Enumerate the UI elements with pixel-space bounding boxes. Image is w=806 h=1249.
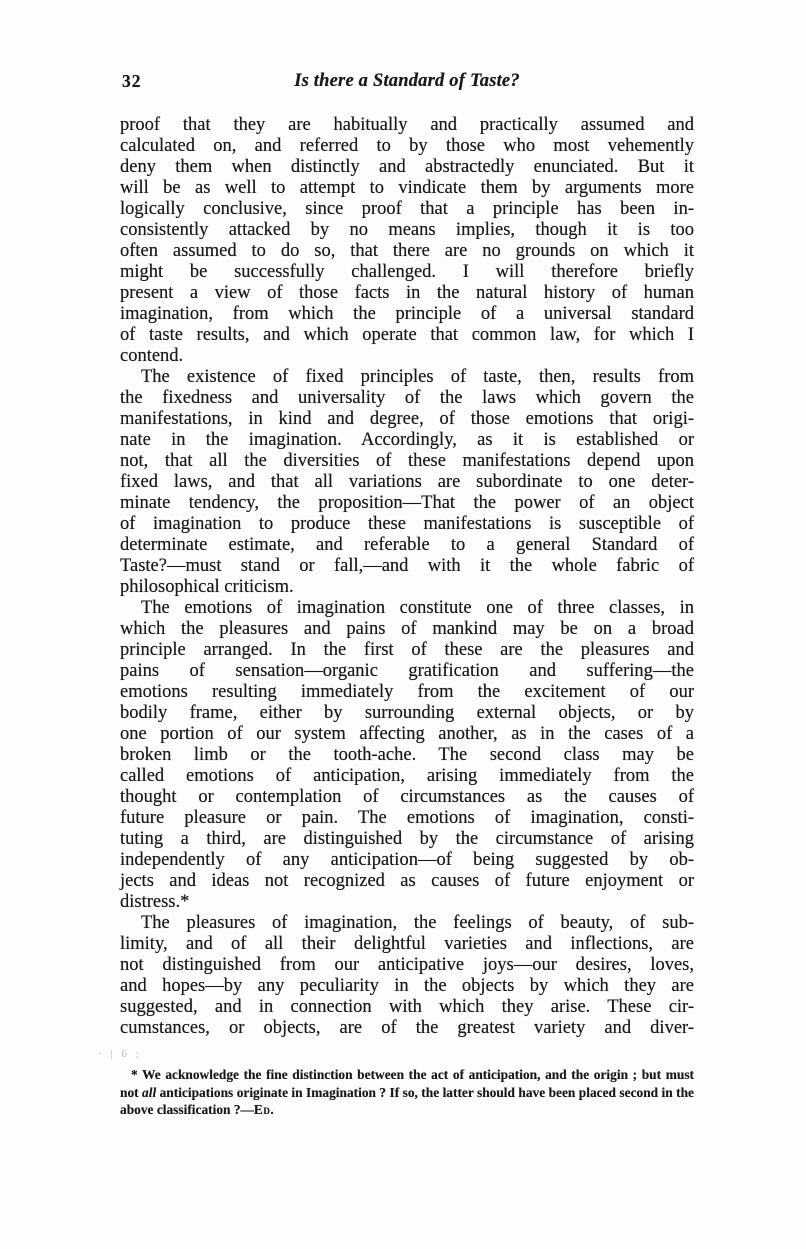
footnote	[120, 1066, 694, 1119]
text-line: often assumed to do so, that there are no grounds on which it	[120, 241, 694, 261]
text-line: logically conclusive, since proof that a principle has been in-	[120, 199, 694, 219]
text-line: philosophical criticism.	[120, 577, 294, 597]
text-line: not distinguished from our anticipative joys—our desires, loves,	[120, 955, 694, 975]
footnote-marker: *	[131, 1067, 143, 1082]
page-number: 32	[122, 71, 142, 91]
text-line: deny them when distinctly and abstractedly enunciated. But it	[120, 157, 694, 177]
text-block	[98, 70, 694, 1119]
text-line: imagination, from which the principle of a universal standard	[120, 304, 694, 324]
text-line: thought or contemplation of circumstances as the causes of	[120, 787, 694, 807]
running-title: Is there a Standard of Taste?	[294, 71, 520, 91]
running-head	[120, 70, 694, 92]
text-line: limity, and of all their delightful varieties and inflections, are	[120, 934, 694, 954]
text-line: will be as well to attempt to vindicate them by arguments more	[120, 178, 694, 198]
text-line: contend.	[120, 346, 184, 366]
text-line: fixed laws, and that all variations are subordinate to one deter-	[120, 472, 694, 492]
text-line: cumstances, or objects, are of the greatest variety and diver-	[120, 1018, 694, 1038]
body-text	[120, 115, 694, 1039]
text-line: tuting a third, are distinguished by the circumstance of arising	[120, 829, 694, 849]
text-line: the fixedness and universality of the laws which govern the	[120, 388, 694, 408]
text-line: and hopes—by any peculiarity in the objects by which they are	[120, 976, 694, 996]
text-line: one portion of our system affecting another, as in the cases of a	[120, 724, 694, 744]
text-line: called emotions of anticipation, arising immediately from the	[120, 766, 694, 786]
scan-artifact: · | 6 ;	[98, 1048, 142, 1060]
text-line: nate in the imagination. Accordingly, as it is established or	[120, 430, 694, 450]
text-line: present a view of those facts in the natural history of human	[120, 283, 694, 303]
text-line: jects and ideas not recognized as causes of future enjoyment or	[120, 871, 694, 891]
text-line: bodily frame, either by surrounding external objects, or by	[120, 703, 694, 723]
footnote-italic-word: all	[142, 1084, 157, 1100]
text-line: determinate estimate, and referable to a general Standard of	[120, 535, 694, 555]
text-line: future pleasure or pain. The emotions of imagination, consti-	[120, 808, 694, 828]
text-line: consistently attacked by no means implies, though it is too	[120, 220, 694, 240]
text-line: might be successfully challenged. I will therefore briefly	[120, 262, 694, 282]
text-line: minate tendency, the proposition—That the power of an object	[120, 493, 694, 513]
text-line: distress.*	[120, 892, 190, 912]
text-line: proof that they are habitually and practically assumed and	[120, 115, 694, 135]
text-line: The emotions of imagination constitute one of three classes, in	[141, 598, 694, 618]
text-line: Taste?—must stand or fall,—and with it the whole fabric of	[120, 556, 694, 576]
text-line: of imagination to produce these manifestations is susceptible of	[120, 514, 694, 534]
text-line: The existence of fixed principles of taste, then, results from	[141, 367, 694, 387]
text-line: of taste results, and which operate that common law, for which I	[120, 325, 694, 345]
text-line: emotions resulting immediately from the excitement of our	[120, 682, 694, 702]
footnote-text-after: anticipations originate in Imagination ? If so, the latter should have been placed second in the above classification ?—	[120, 1084, 694, 1118]
text-line: pains of sensation—organic gratification and suffering—the	[120, 661, 694, 681]
text-line: calculated on, and referred to by those who most vehemently	[120, 136, 694, 156]
text-line: The pleasures of imagination, the feelings of beauty, of sub-	[141, 913, 694, 933]
text-line: not, that all the diversities of these manifestations depend upon	[120, 451, 694, 471]
text-line: which the pleasures and pains of mankind may be on a broad	[120, 619, 694, 639]
text-line: principle arranged. In the first of these are the pleasures and	[120, 640, 694, 660]
text-line: broken limb or the tooth-ache. The second class may be	[120, 745, 694, 765]
footnote-text-before: We acknowledge the fine distinction between the act of anticipation, and the origin ; but must not	[120, 1067, 694, 1100]
footnote-signature: Ed.	[253, 1102, 275, 1118]
text-line: manifestations, in kind and degree, of those emotions that origi-	[120, 409, 694, 429]
text-line: independently of any anticipation—of being suggested by ob-	[120, 850, 694, 870]
text-line: suggested, and in connection with which they arise. These cir-	[120, 997, 694, 1017]
